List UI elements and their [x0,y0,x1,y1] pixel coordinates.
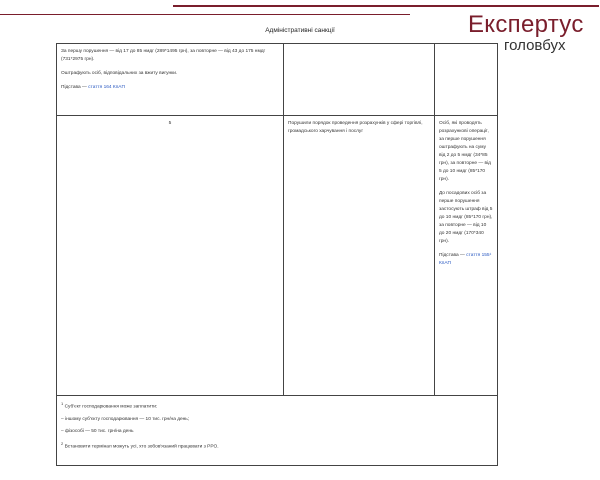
sanction-text-1: Осіб, які проводять розрахункові операції, за перше порушення оштрафують на суму від 2 до 5 нмдг (34*85 грн), за повторне — від 5 до 10 нмдг (85*170 грн). [439,121,491,182]
footnotes-cell [57,396,498,466]
header-rule-top [173,5,599,7]
footnote-2 [61,440,493,452]
footnote-bullet: – іншому суб'єкту господарювання — 10 тис. грн/на день; [61,416,190,422]
table-cell [57,44,284,116]
table-cell [284,44,435,116]
table-row [57,44,498,116]
page-title: Адміністративні санкції [265,27,335,34]
penalty-text: За першу порушення — від 17 до 85 нмдг (289*1495 грн), за повторне — від 43 до 175 нмдг (731*2975 грн). [61,49,266,62]
basis-label: Підстава — [61,85,89,90]
table-row [57,116,498,396]
header-rule-bottom [0,14,410,15]
brand-sub: головбух [504,37,566,54]
violation-text: Порушили порядок проведення розрахунків у сфері торгівлі, громадського харчування і послуг [288,121,423,134]
basis-line [61,84,279,92]
brand-name: Експертус [468,11,584,38]
penalty-note: Оштрафують осіб, відповідальних за вжиту вигунки. [61,71,178,76]
sanctions-table [56,43,498,466]
table-row [57,396,498,466]
table-cell [57,116,284,396]
footnote-text: Суб'єкт господарювання може заплатити: [64,404,158,410]
basis-line [439,252,493,268]
footnote-marker: 2 [61,440,64,446]
sanction-text-2: До посадових осіб за перше порушення застосують штраф від 5 до 10 нмдг (85*170 грн), за повторне — від 10 до 20 нмдг (170*340 грн). [439,191,493,244]
footnote-1 [61,400,493,412]
footnote-bullet: – фізособі — 50 тис. грн/на день [61,428,134,434]
row-number: 5 [168,121,172,126]
footnote-marker: 1 [61,401,64,406]
basis-label: Підстава — [439,253,467,258]
table-cell [435,116,498,396]
basis-link[interactable]: стаття 155¹ КпАП [439,253,492,266]
table-cell [284,116,435,396]
footnote-text: Встановити термінал можуть усі, хто зобов'язаний працювати з РРО. [64,444,219,450]
table-cell [435,44,498,116]
basis-link[interactable]: стаття 164 КпАП [88,85,125,90]
